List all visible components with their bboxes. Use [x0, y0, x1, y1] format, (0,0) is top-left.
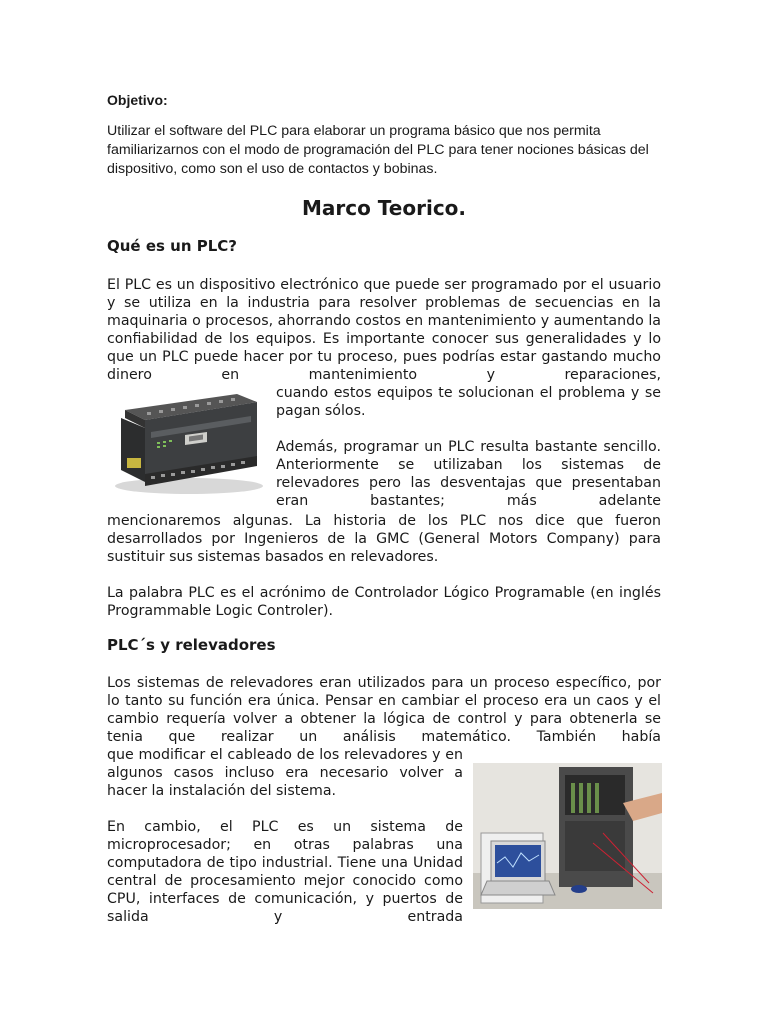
paragraph-relevadores-intro: [107, 674, 661, 746]
plc-lab-illustration: [473, 763, 662, 909]
heading-que-es-plc: Qué es un PLC?: [107, 237, 237, 255]
paragraph-plc-microprocesador-text: En cambio, el PLC es un sistema de microprocesador; en otras palabras una computadora de tipo industrial. Tiene una Unidad central de procesamiento mejor conocido como CPU, interfaces de comunicación, y puertos de salida y entrada: [107, 819, 463, 925]
objetivo-text: Utilizar el software del PLC para elaborar un programa básico que nos permita familiarizarnos con el modo de programación del PLC para tener nociones básicas del dispositivo, como son el uso de contactos y bobinas.: [107, 123, 649, 177]
paragraph-plc-history: [107, 512, 661, 566]
paragraph-plc-programming-text: Además, programar un PLC resulta bastante sencillo. Anteriormente se utilizaban los sistemas de relevadores pero las desventajas que presentaban eran bastantes; más adelante: [276, 439, 661, 509]
paragraph-relevadores-intro-text: Los sistemas de relevadores eran utilizados para un proceso específico, por lo tanto su función era única. Pensar en cambiar el proceso era un caos y el cambio requería volver a obtener la lógica de control y para obtenerla se tenia que realizar un análisis matemático. También había: [107, 675, 661, 745]
paragraph-plc-acronym-text: La palabra PLC es el acrónimo de Controlador Lógico Programable (en inglés Programmable Logic Controler).: [107, 585, 661, 619]
paragraph-plc-intro-wrap-text: cuando estos equipos te solucionan el problema y se pagan sólos.: [276, 385, 661, 419]
paragraph-plc-intro: [107, 276, 661, 384]
paragraph-plc-intro-wrap: [276, 384, 661, 420]
paragraph-relevadores-wrap: [107, 746, 463, 800]
objetivo-label: Objetivo:: [107, 92, 168, 108]
paragraph-plc-programming: [276, 438, 661, 510]
paragraph-relevadores-wrap-text: que modificar el cableado de los relevadores y en algunos casos incluso era necesario volver a hacer la instalación del sistema.: [107, 747, 463, 799]
paragraph-plc-acronym: [107, 584, 661, 620]
page-title: Marco Teorico.: [301, 196, 467, 220]
plc-device-illustration: [107, 388, 267, 496]
plc-device-image: [107, 388, 267, 496]
plc-lab-photo: [473, 763, 662, 909]
paragraph-plc-intro-text: El PLC es un dispositivo electrónico que puede ser programado por el usuario y se utiliza en la industria para resolver problemas de secuencias en la maquinaria o procesos, ahorrando costos en mantenimiento y aumentando la confiabilidad de los equipos. Es importante conocer sus generalidades y lo que un PLC puede hacer por tu proceso, pues podrías estar gastando mucho dinero en mantenimiento y reparaciones,: [107, 277, 661, 383]
heading-plcs-relevadores: PLC´s y relevadores: [107, 636, 276, 654]
paragraph-plc-microprocesador: [107, 818, 463, 926]
paragraph-plc-history-text: mencionaremos algunas. La historia de los PLC nos dice que fueron desarrollados por Ingenieros de la GMC (General Motors Company) para sustituir sus sistemas basados en relevadores.: [107, 513, 661, 565]
